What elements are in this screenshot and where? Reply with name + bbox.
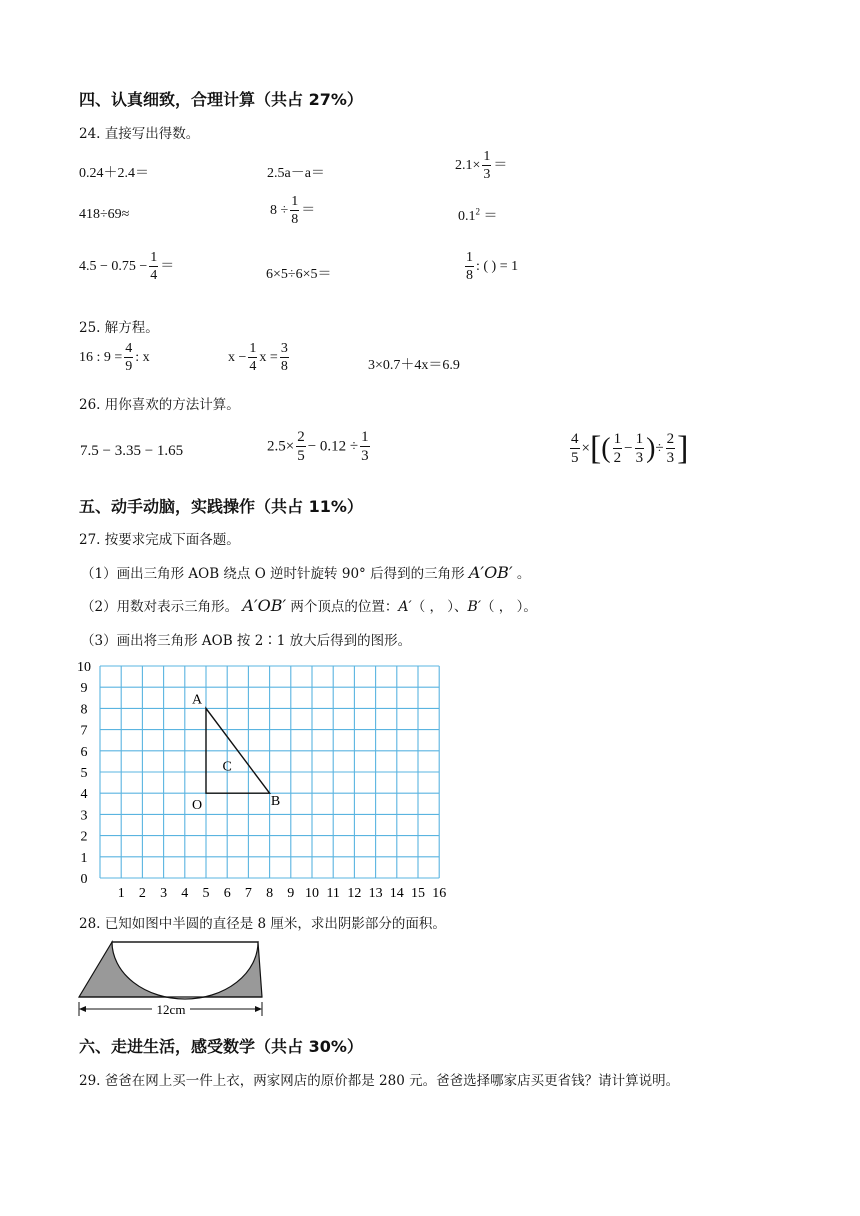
- dimension-arrow-left: [79, 1006, 86, 1012]
- y-tick-label: 8: [80, 702, 88, 718]
- dimension-label: 12cm: [156, 1002, 186, 1017]
- q26-label: 26. 用你喜欢的方法计算。: [79, 397, 240, 413]
- y-tick-label: 5: [80, 766, 88, 781]
- q24-item-1: 0.24＋2.4＝: [79, 166, 149, 181]
- q24-item-9: $\frac{1}{8}$ : ( ) = 1: [466, 250, 519, 283]
- point-label-c: C: [222, 759, 232, 775]
- coordinate-grid: [70, 655, 460, 903]
- section5-title: 五、动手动脑，实践操作（共占 11%）: [79, 497, 363, 516]
- q29-label: 29. 爸爸在网上买一件上衣，两家网店的原价都是 280 元。爸爸选择哪家店买更省钱？请计算说明。: [79, 1073, 680, 1089]
- x-tick-label: 13: [368, 886, 383, 901]
- point-label-o: O: [191, 798, 203, 814]
- x-tick-label: 10: [305, 886, 319, 901]
- y-tick-label: 9: [80, 681, 88, 697]
- q25-eq-3: 3×0.7＋4x＝6.9: [368, 358, 460, 373]
- q24-item-5: 8 ÷ $\frac{1}{8}$ ＝: [270, 194, 316, 227]
- q27-part-1: （1）画出三角形 AOB 绕点 O 逆时针旋转 90° 后得到的三角形 A′OB′ 。: [81, 563, 531, 582]
- point-label-b: B: [270, 794, 281, 810]
- q26-ex-1: 7.5 − 3.35 − 1.65: [80, 443, 184, 459]
- y-tick-label: 10: [77, 660, 91, 675]
- q25-label: 25. 解方程。: [79, 320, 159, 336]
- x-tick-label: 2: [138, 886, 146, 901]
- y-tick-label: 0: [80, 872, 88, 887]
- x-tick-label: 4: [181, 886, 189, 901]
- q26-ex-2: 2.5× $\frac{2}{5}$ − 0.12 ÷ $\frac{1}{3}$: [267, 429, 369, 464]
- dimension-arrow-right: [255, 1006, 262, 1012]
- x-tick-label: 14: [389, 886, 404, 901]
- q25-eq-2: x − $\frac{1}{4}$ x = $\frac{3}{8}$: [228, 341, 288, 374]
- x-tick-label: 12: [347, 886, 362, 901]
- q24-item-3: 2.1× $\frac{1}{3}$ ＝: [455, 149, 508, 182]
- q25-eq-1: 16 : 9 = $\frac{4}{9}$ : x: [79, 341, 150, 374]
- q24-item-7: 4.5 − 0.75 − $\frac{1}{4}$ ＝: [79, 250, 175, 283]
- q28-label: 28. 已知如图中半圆的直径是 8 厘米，求出阴影部分的面积。: [79, 916, 446, 932]
- point-labels: [192, 692, 280, 813]
- grid-lines: [100, 666, 439, 878]
- y-tick-label: 3: [80, 808, 88, 824]
- q24-item-8: 6×5÷6×5＝: [266, 267, 332, 282]
- q24-label: 24. 直接写出得数。: [79, 126, 200, 142]
- semicircle-figure: [74, 938, 270, 1020]
- q27-label: 27. 按要求完成下面各题。: [79, 532, 240, 548]
- y-tick-label: 4: [80, 787, 88, 803]
- y-tick-label: 2: [80, 829, 88, 845]
- y-axis-labels: [77, 660, 91, 887]
- q24-item-4: 418÷69≈: [79, 207, 130, 222]
- x-tick-label: 8: [266, 886, 274, 901]
- x-tick-label: 11: [326, 886, 340, 901]
- section4-title: 四、认真细致，合理计算（共占 27%）: [79, 90, 363, 109]
- y-tick-label: 1: [80, 850, 88, 866]
- x-tick-label: 3: [160, 886, 168, 901]
- point-label-a: A: [191, 692, 203, 708]
- q27-part-3: （3）画出将三角形 AOB 按 2∶1 放大后得到的图形。: [81, 633, 412, 649]
- x-tick-label: 16: [432, 886, 447, 901]
- x-tick-label: 7: [244, 886, 252, 901]
- q27-part-2: （2）用数对表示三角形。 A′OB′ 两个顶点的位置：A′（ ， ）、B′（ ， ）。: [81, 596, 537, 615]
- q26-ex-3: $\frac{4}{5}$ ×[( $\frac{1}{2}$ − $\frac{1}{3}$ )÷ $\frac{2}{3}$ ]: [571, 430, 689, 467]
- y-tick-label: 7: [80, 723, 88, 739]
- section6-title: 六、走进生活，感受数学（共占 30%）: [79, 1037, 363, 1056]
- x-tick-label: 5: [202, 886, 210, 901]
- x-tick-label: 15: [411, 886, 425, 901]
- q24-item-6: $0.1^2$ ＝: [458, 206, 498, 224]
- y-tick-label: 6: [80, 744, 88, 760]
- x-axis-labels: [118, 886, 447, 901]
- x-tick-label: 1: [117, 886, 125, 901]
- q24-item-2: 2.5a－a＝: [267, 166, 325, 181]
- x-tick-label: 6: [223, 886, 231, 901]
- x-tick-label: 9: [287, 886, 295, 901]
